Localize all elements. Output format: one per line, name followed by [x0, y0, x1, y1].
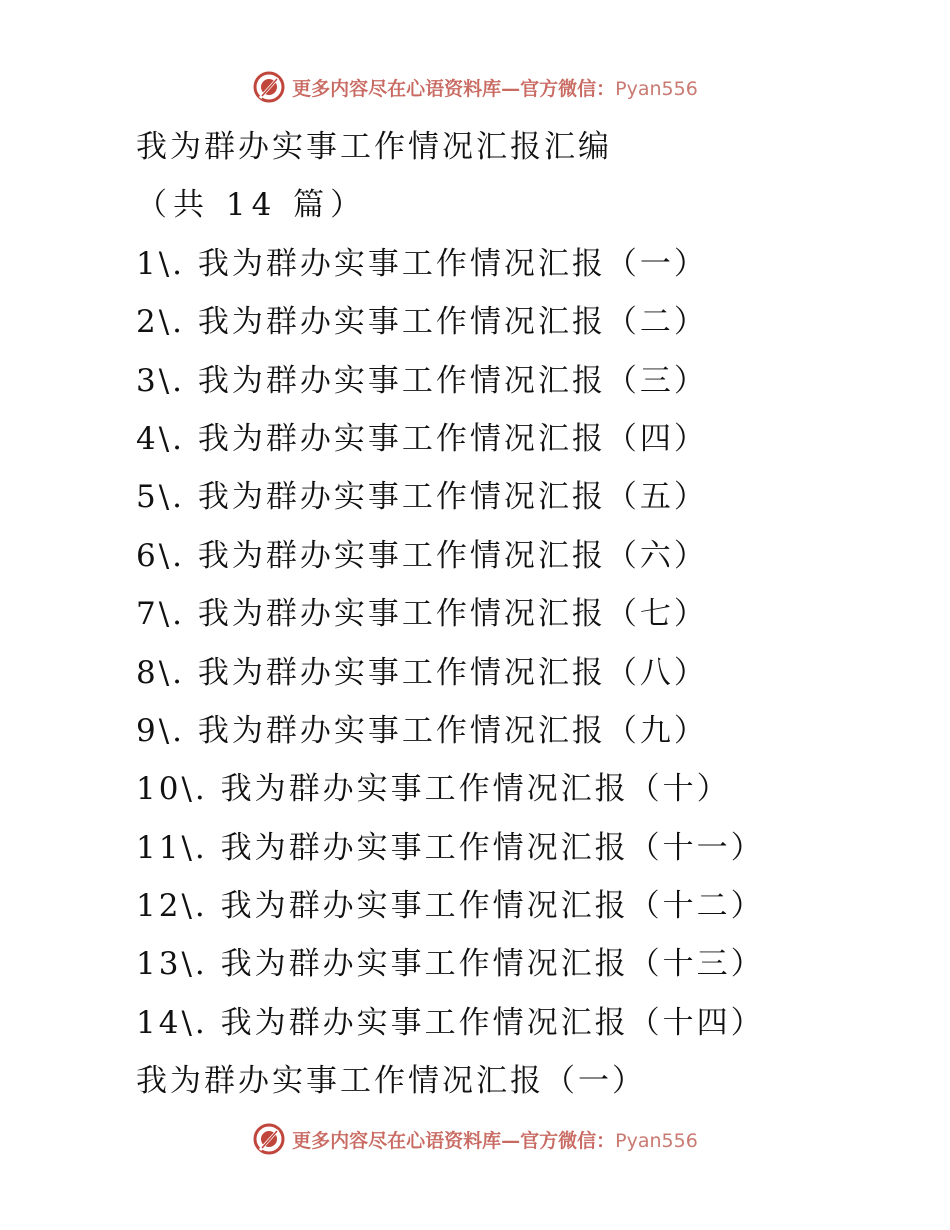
- toc-item: 1\. 我为群办实事工作情况汇报（一）: [136, 245, 708, 282]
- footer-text: 更多内容尽在心语资料库—官方微信：Pyan556: [292, 1129, 698, 1152]
- toc-item: 7\. 我为群办实事工作情况汇报（七）: [136, 596, 708, 633]
- toc-item: 14\. 我为群办实事工作情况汇报（十四）: [136, 1004, 765, 1041]
- toc-item: 5\. 我为群办实事工作情况汇报（五）: [136, 479, 708, 516]
- pen-seal-icon: [252, 70, 286, 104]
- toc-item: 3\. 我为群办实事工作情况汇报（三）: [136, 362, 708, 399]
- toc-item: 6\. 我为群办实事工作情况汇报（六）: [136, 537, 708, 574]
- document-count: （共 14 篇）: [136, 187, 368, 224]
- header-banner: [0, 70, 950, 104]
- toc-item: 8\. 我为群办实事工作情况汇报（八）: [136, 654, 708, 691]
- toc-item: 4\. 我为群办实事工作情况汇报（四）: [136, 420, 708, 457]
- toc-item: 12\. 我为群办实事工作情况汇报（十二）: [136, 888, 765, 925]
- document-title: 我为群办实事工作情况汇报汇编: [136, 129, 612, 165]
- pen-seal-icon: [252, 1122, 286, 1156]
- toc-item: 9\. 我为群办实事工作情况汇报（九）: [136, 712, 708, 749]
- footer-banner: [0, 1122, 950, 1156]
- header-text: 更多内容尽在心语资料库—官方微信：Pyan556: [292, 77, 698, 100]
- toc-item: 2\. 我为群办实事工作情况汇报（二）: [136, 304, 708, 341]
- toc-item: 13\. 我为群办实事工作情况汇报（十三）: [136, 946, 765, 983]
- toc-item: 11\. 我为群办实事工作情况汇报（十一）: [136, 829, 765, 866]
- section-heading: 我为群办实事工作情况汇报（一）: [136, 1063, 646, 1100]
- toc-item: 10\. 我为群办实事工作情况汇报（十）: [136, 771, 731, 808]
- table-of-contents: [136, 241, 856, 1058]
- document-body: [136, 124, 856, 1117]
